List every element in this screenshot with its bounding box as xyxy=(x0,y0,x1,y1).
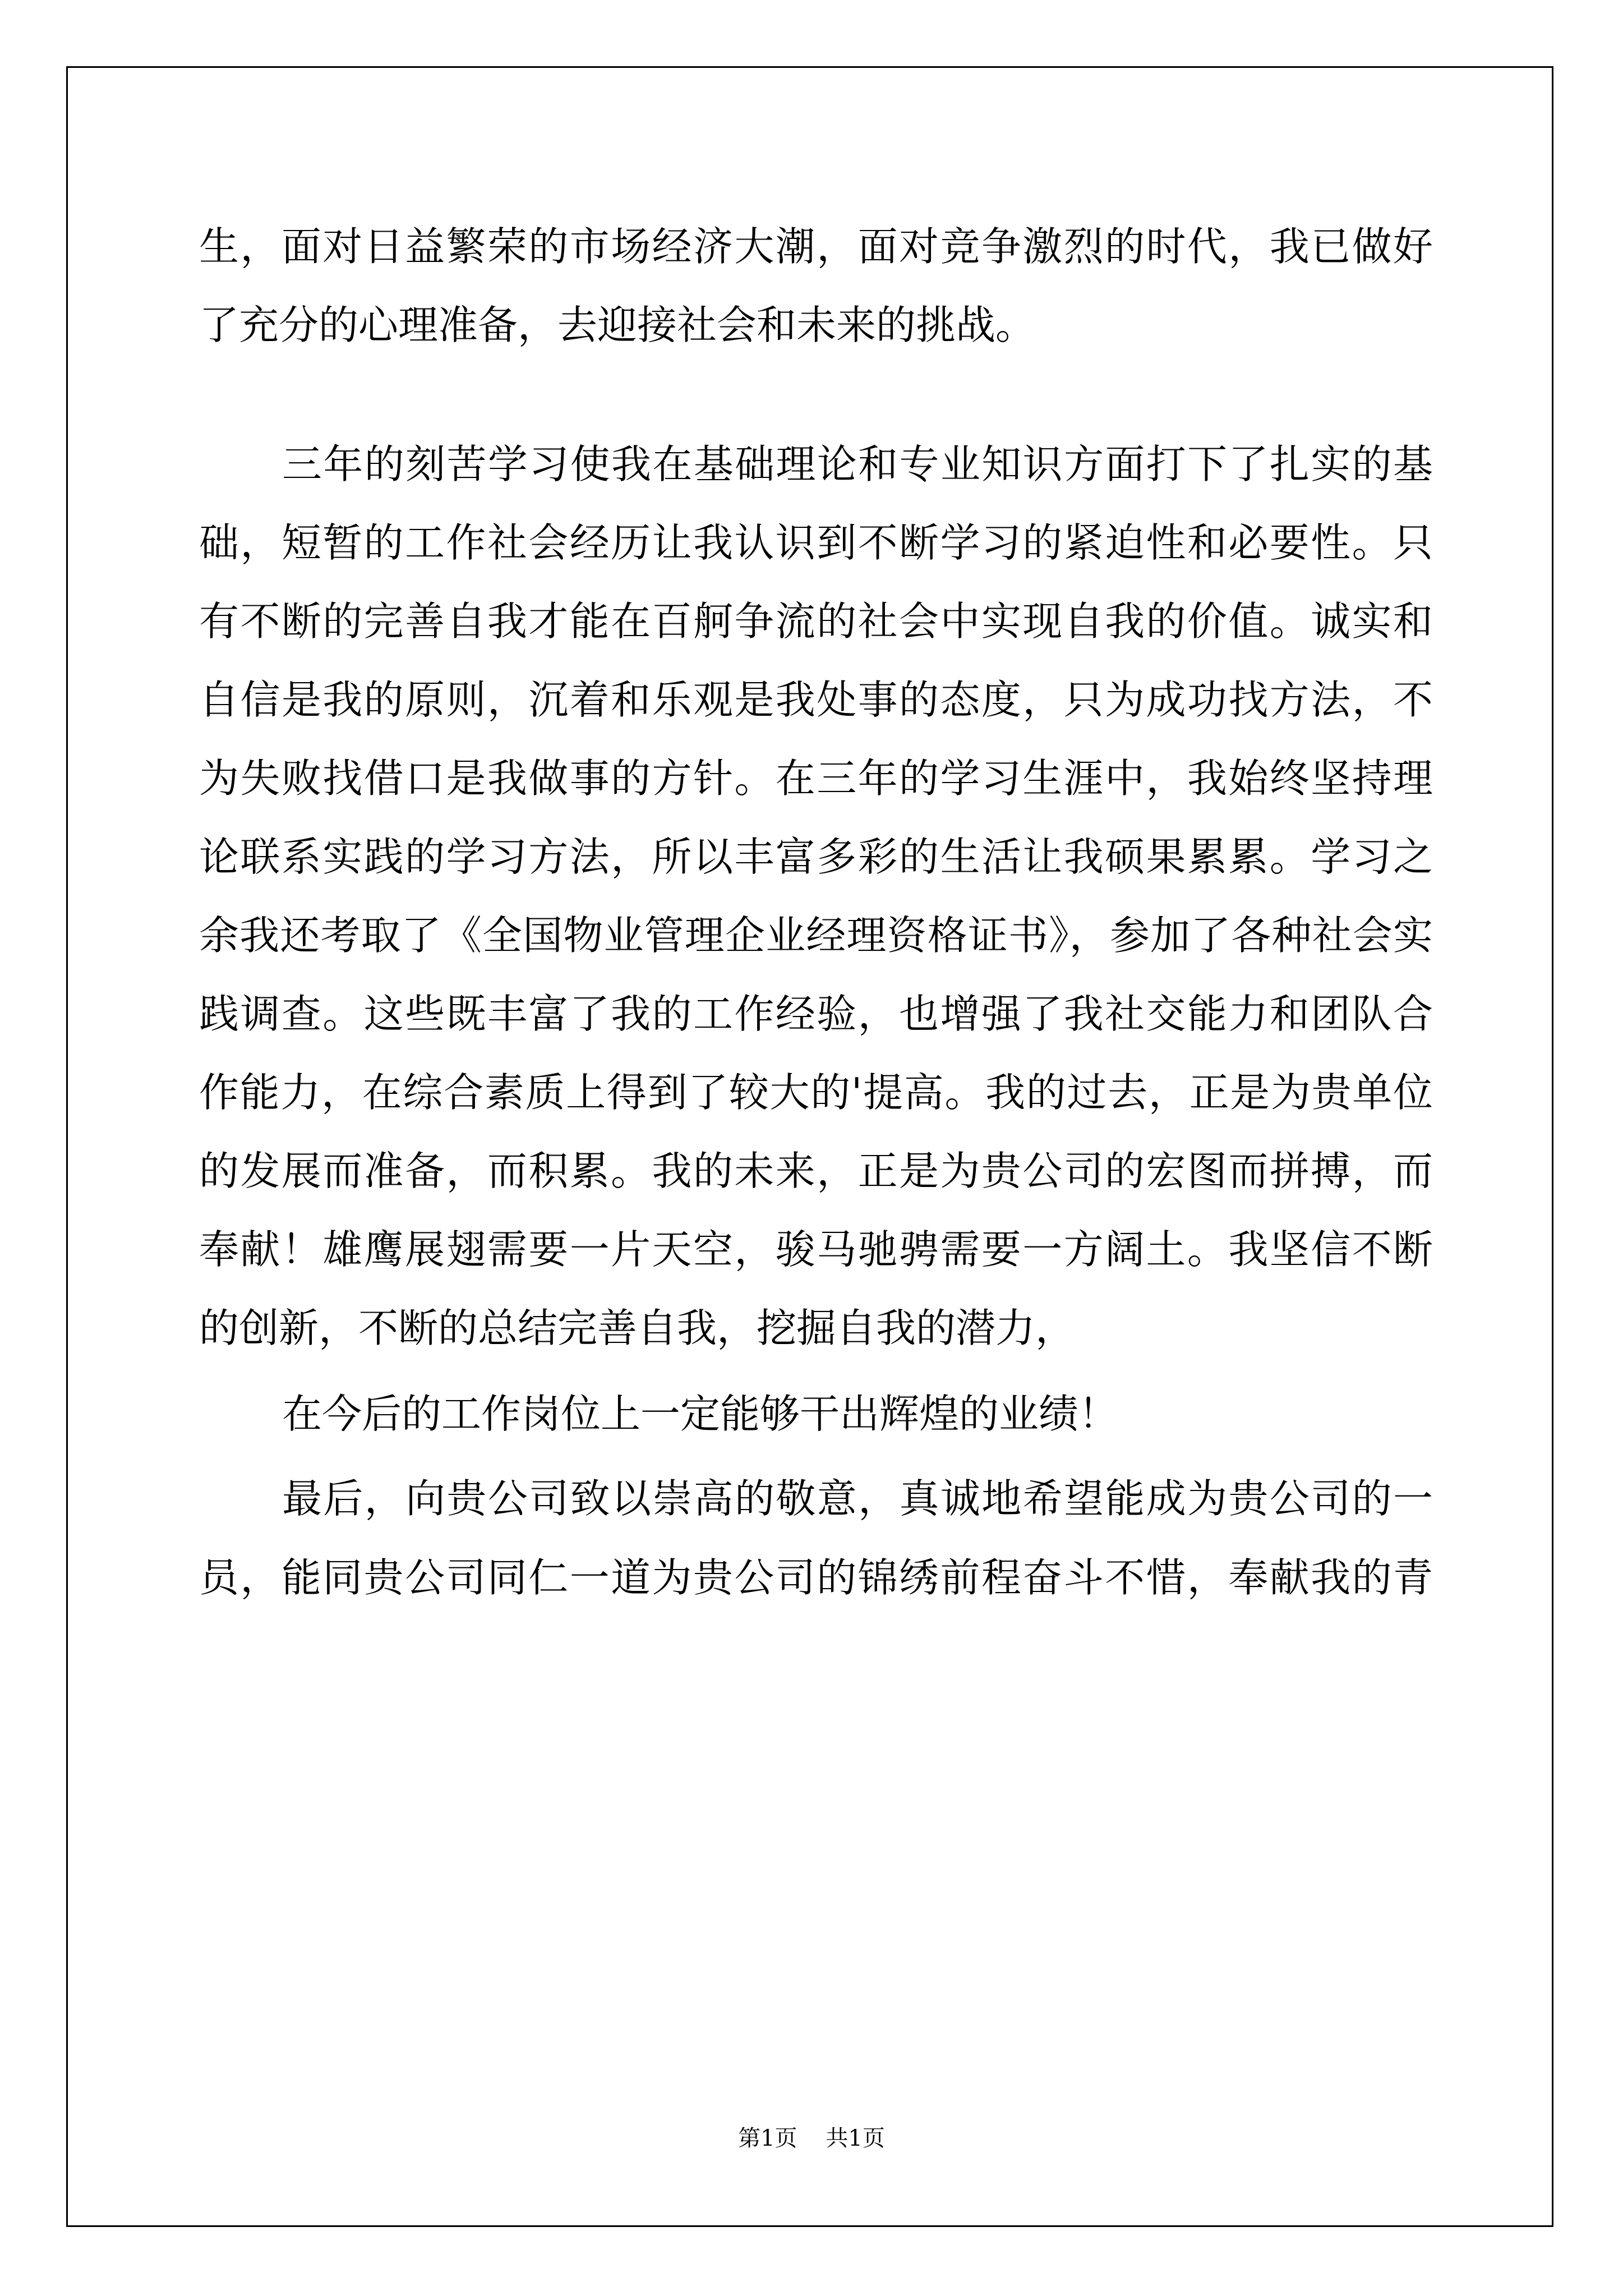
page-number-footer: 第1页 共1页 xyxy=(738,2125,885,2151)
text-line: 余我还考取了《全国物业管理企业经理资格证书》，参加了各种社会实 xyxy=(199,912,1433,959)
text-line: 论联系实践的学习方法，所以丰富多彩的生活让我硕果累累。学习之 xyxy=(199,834,1433,880)
text-line: 自信是我的原则，沉着和乐观是我处事的态度，只为成功找方法，不 xyxy=(199,677,1433,723)
text-line: 础，短暂的工作社会经历让我认识到不断学习的紧迫性和必要性。只 xyxy=(199,519,1433,566)
text-line: 三年的刻苦学习使我在基础理论和专业知识方面打下了扎实的基 xyxy=(282,441,1433,487)
text-line: 员，能同贵公司同仁一道为贵公司的锦绣前程奋斗不惜，奉献我的青 xyxy=(199,1554,1433,1601)
text-line: 最后，向贵公司致以崇高的敬意，真诚地希望能成为贵公司的一 xyxy=(282,1475,1433,1522)
text-line: 了充分的心理准备，去迎接社会和未来的挑战。 xyxy=(199,302,1036,348)
text-line: 践调查。这些既丰富了我的工作经验，也增强了我社交能力和团队合 xyxy=(199,991,1433,1037)
text-line: 的创新，不断的总结完善自我，挖掘自我的潜力， xyxy=(199,1305,1076,1351)
text-line: 在今后的工作岗位上一定能够干出辉煌的业绩！ xyxy=(282,1391,1119,1437)
text-line: 有不断的完善自我才能在百舸争流的社会中实现自我的价值。诚实和 xyxy=(199,598,1433,645)
text-line: 奉献！雄鹰展翅需要一片天空，骏马驰骋需要一方阔土。我坚信不断 xyxy=(199,1226,1433,1273)
text-line: 作能力，在综合素质上得到了较大的'提高。我的过去，正是为贵单位 xyxy=(199,1069,1433,1116)
text-line: 的发展而准备，而积累。我的未来，正是为贵公司的宏图而拼搏，而 xyxy=(199,1148,1433,1194)
text-line: 为失败找借口是我做事的方针。在三年的学习生涯中，我始终坚持理 xyxy=(199,755,1433,802)
text-line: 生，面对日益繁荣的市场经济大潮，面对竞争激烈的时代，我已做好 xyxy=(199,223,1433,270)
